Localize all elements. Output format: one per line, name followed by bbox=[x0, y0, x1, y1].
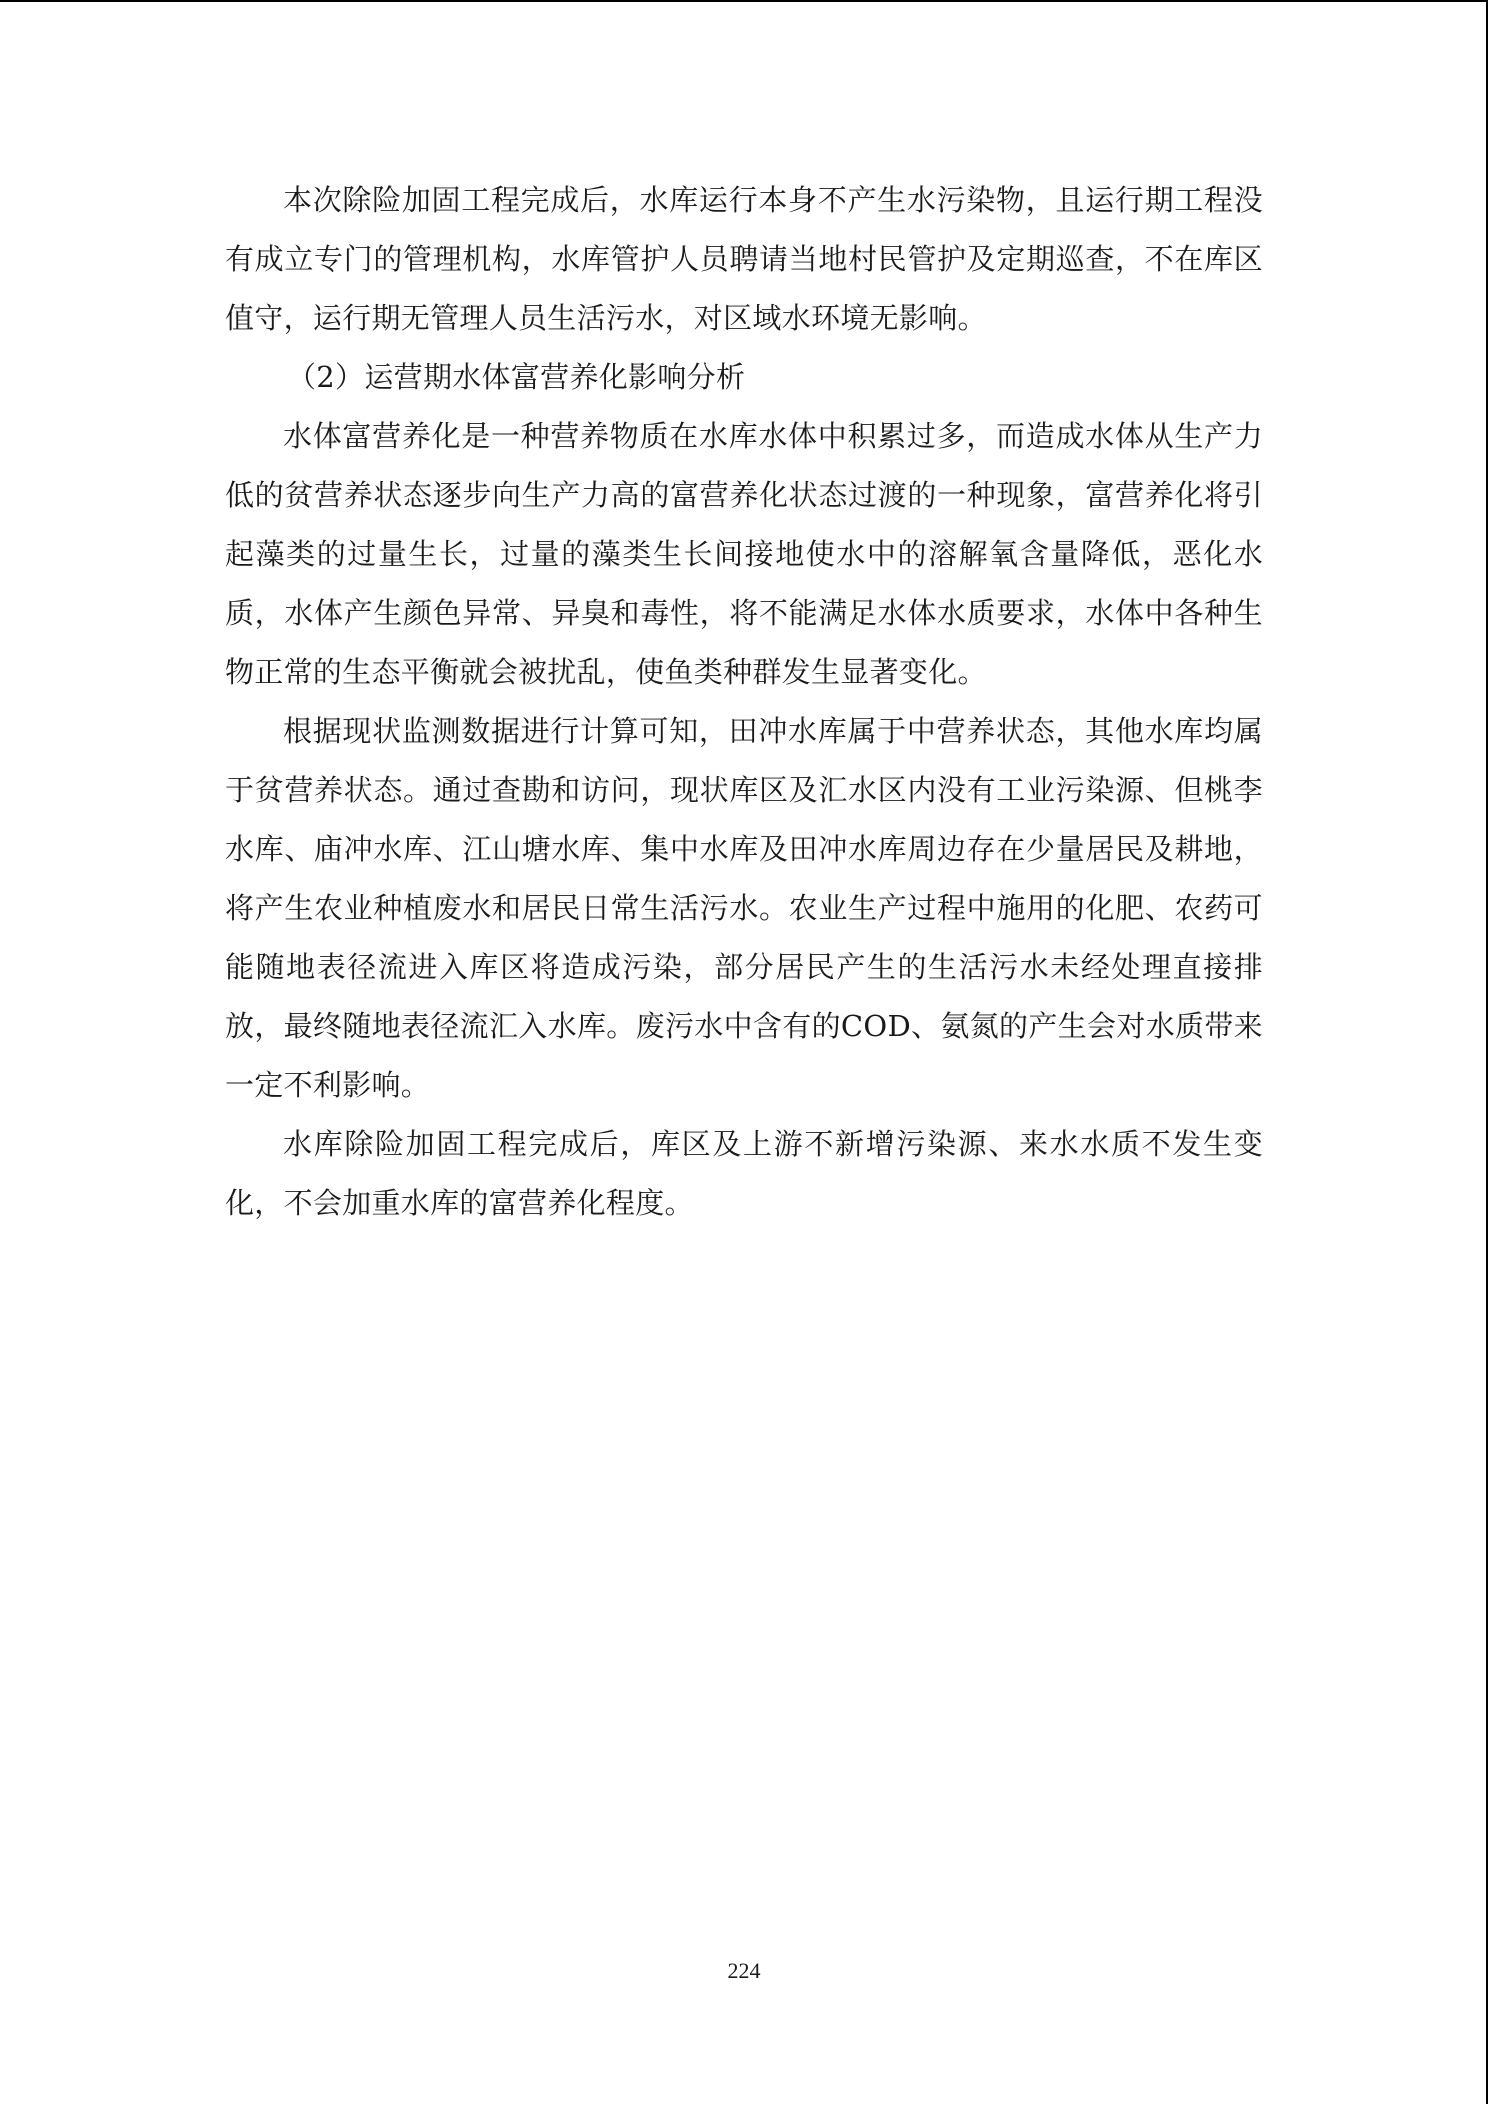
page-number: 224 bbox=[727, 1958, 761, 1983]
paragraph-eutrophication-definition: 水体富营养化是一种营养物质在水库水体中积累过多，而造成水体从生产力低的贫营养状态逐步向生产力高的富营养化状态过渡的一种现象，富营养化将引起藻类的过量生长，过量的藻类生长间接地使水中的溶解氧含量降低，恶化水质，水体产生颜色异常、异臭和毒性，将不能满足水体水质要求，水体中各种生物正常的生态平衡就会被扰乱，使鱼类种群发生显著变化。 bbox=[225, 419, 1263, 689]
paragraph-conclusion: 水库除险加固工程完成后，库区及上游不新增污染源、来水水质不发生变化，不会加重水库的富营养化程度。 bbox=[225, 1127, 1263, 1220]
paragraph-operation-water-impact: 本次除险加固工程完成后，水库运行本身不产生水污染物，且运行期工程没有成立专门的管理机构，水库管护人员聘请当地村民管护及定期巡查，不在库区值守，运行期无管理人员生活污水，对区域水环境无影响。 bbox=[225, 183, 1263, 335]
paragraph-monitoring-results: 根据现状监测数据进行计算可知，田冲水库属于中营养状态，其他水库均属于贫营养状态。通过查勘和访问，现状库区及汇水区内没有工业污染源、但桃李水库、庙冲水库、江山塘水库、集中水库及田冲水库周边存在少量居民及耕地，将产生农业种植废水和居民日常生活污水。农业生产过程中施用的化肥、农药可能随地表径流进入库区将造成污染，部分居民产生的生活污水未经处理直接排放，最终随地表径流汇入水库。废污水中含有的COD、氨氮的产生会对水质带来一定不利影响。 bbox=[225, 714, 1263, 1102]
document-body bbox=[225, 171, 1263, 1233]
section-heading-eutrophication: （2）运营期水体富营养化影响分析 bbox=[287, 360, 746, 394]
page-top-border bbox=[0, 0, 1488, 2]
